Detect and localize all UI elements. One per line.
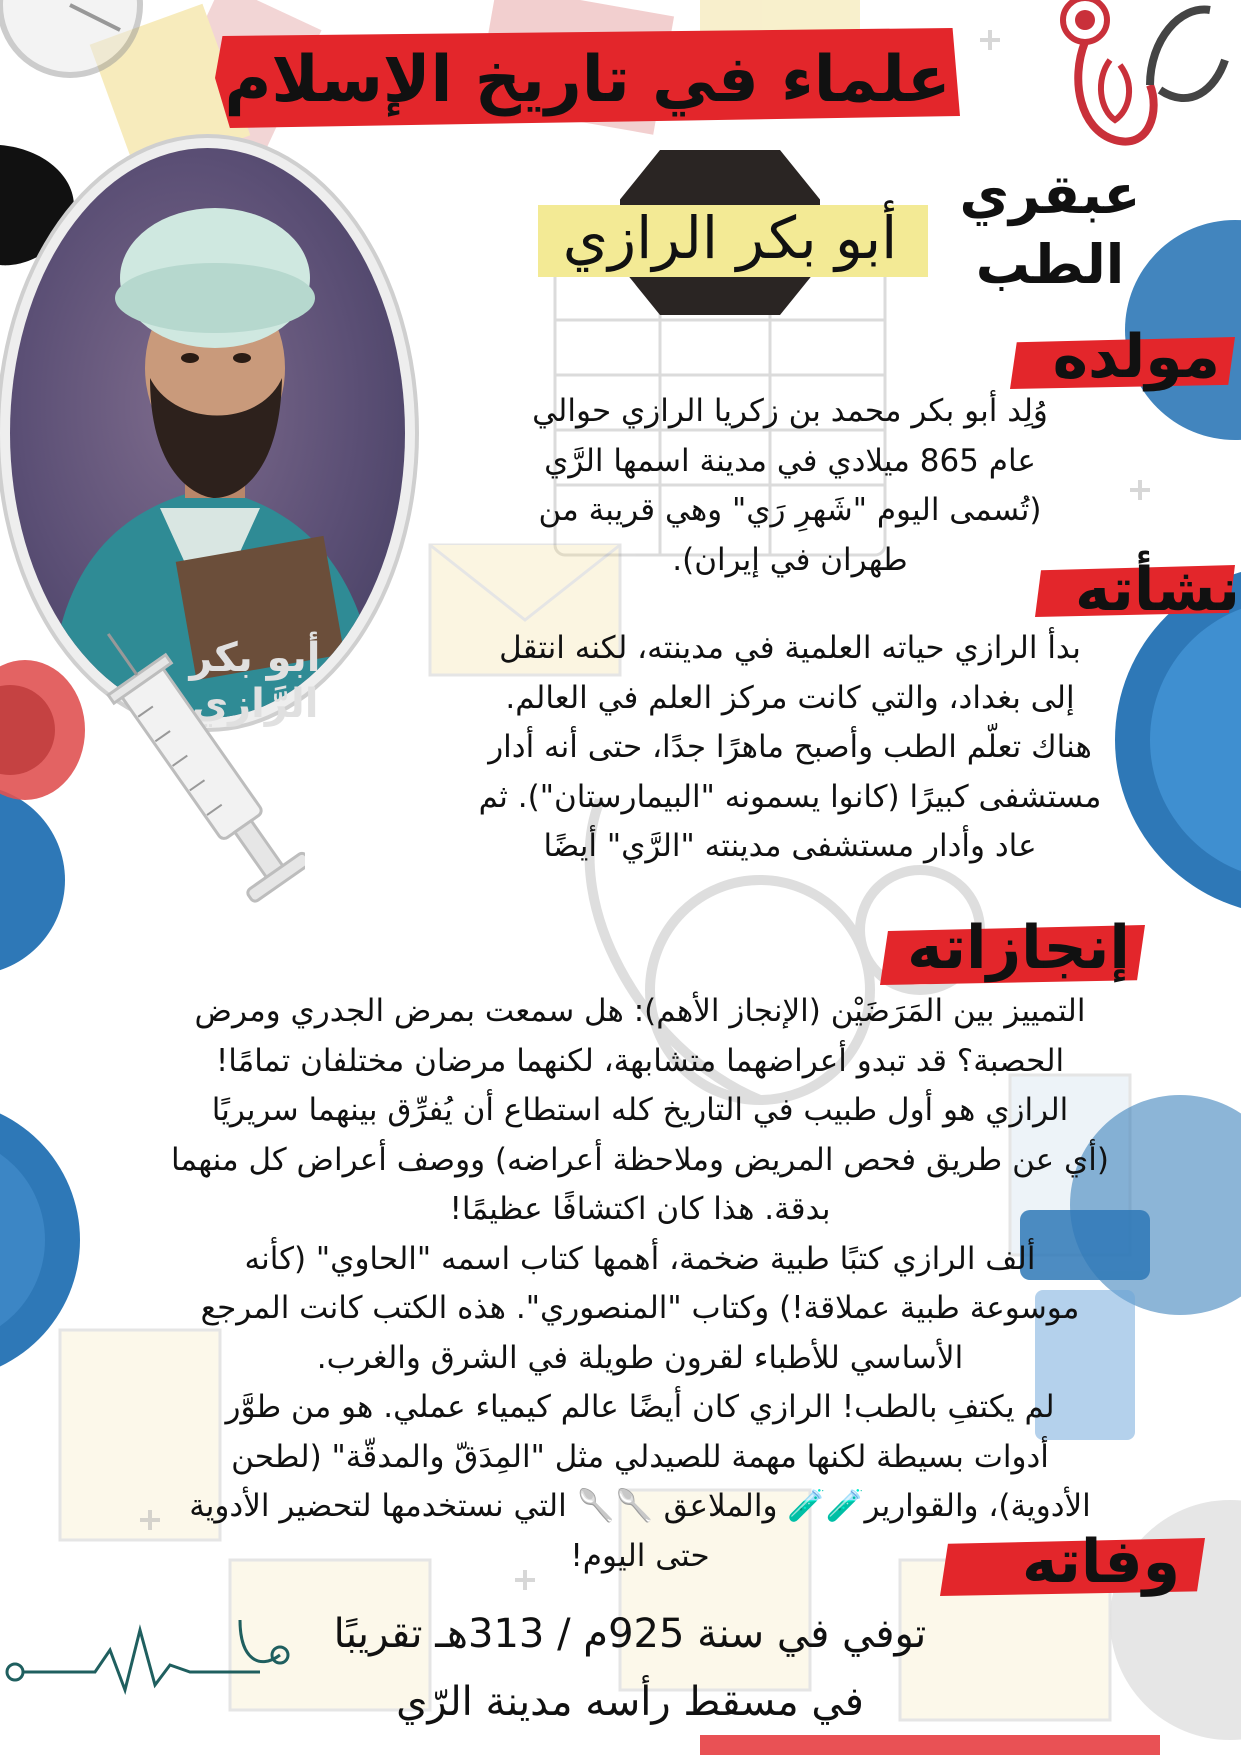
subtitle: عبقري الطب [959,163,1141,296]
death-heading: وفاته [1021,1527,1180,1597]
upbringing-line: مستشفى كبيرًا (كانوا يسمونه "البيمارستان"). ثم [478,778,1102,815]
achievements-line: ألف الرازي كتبًا طبية ضخمة، أهمها كتاب اسمه "الحاوي" (كأنه [244,1240,1036,1277]
stethoscope-icon [1040,0,1240,170]
upbringing-line: بدأ الرازي حياته العلمية في مدينته، لكنه انتقل [499,630,1081,666]
achievements-line: موسوعة طبية عملاقة!) وكتاب "المنصوري". هذه الكتب كانت المرجع [200,1290,1080,1326]
achievements-line: الرازي هو أول طبيب في التاريخ كله استطاع أن يُفرِّق بينهما سريريًا [211,1092,1069,1128]
upbringing-line: عاد وأدار مستشفى مدينته "الرَّي" أيضًا [543,828,1037,864]
achievements-paragraph [110,987,1170,1581]
achievements-heading: إنجازاته [907,913,1130,983]
page-title: علماء في تاريخ الإسلام [224,43,951,117]
portrait-caption: أبو بكر الرَّازي [189,635,321,727]
achievements-line: الأدوية)، والقوارير🧪🧪 والملاعق 🥄🥄 التي نستخدمها لتحضير الأدوية [189,1488,1091,1524]
birth-line: عام 865 ميلادي في مدينة اسمها الرَّي [544,442,1036,479]
achievements-line: حتى اليوم! [570,1537,710,1574]
achievements-line: الأساسي للأطباء لقرون طويلة في الشرق والغرب. [316,1339,964,1376]
achievements-line: الحصبة؟ قد تبدو أعراضهما متشابهة، لكنهما مرضان مختلفان تمامًا! [215,1042,1065,1079]
upbringing-paragraph [380,624,1200,872]
upbringing-heading: نشأته [1074,555,1240,625]
achievements-line: أدوات بسيطة لكنها مهمة للصيدلي مثل "المِدَقّ والمدقّة" (لطحن [231,1438,1049,1475]
achievements-line: بدقة. هذا كان اكتشافًا عظيمًا! [449,1191,831,1227]
death-line: توفي في سنة 925م / 313هـ تقريبًا [333,1611,927,1657]
upbringing-line: هناك تعلّم الطب وأصبح ماهرًا جدًا، حتى أنه أدار [488,729,1092,765]
syringe-icon [95,600,305,930]
scholar-name: أبو بكر الرازي [562,204,898,272]
birth-line: طهران في إيران). [672,541,908,578]
birth-line: (تُسمى اليوم "شَهرِ رَي" وهي قريبة من [538,492,1042,528]
birth-heading: مولده [1052,322,1220,392]
achievements-line: لم يكتفِ بالطب! الرازي كان أيضًا عالم كيمياء عملي. هو من طوَّر [225,1389,1055,1425]
achievements-line: (أي عن طريق فحص المريض وملاحظة أعراضه) ووصف أعراض كل منهما [170,1141,1110,1178]
death-line: في مسقط رأسه مدينة الرّي [396,1679,864,1725]
upbringing-line: إلى بغداد، والتي كانت مركز العلم في العالم. [505,679,1075,716]
death-paragraph [240,1600,1020,1736]
birth-line: وُلِد أبو بكر محمد بن زكريا الرازي حوالي [532,393,1048,429]
achievements-line: التمييز بين المَرَضَيْن (الإنجاز الأهم): هل سمعت بمرض الجدري ومرض [194,993,1086,1029]
